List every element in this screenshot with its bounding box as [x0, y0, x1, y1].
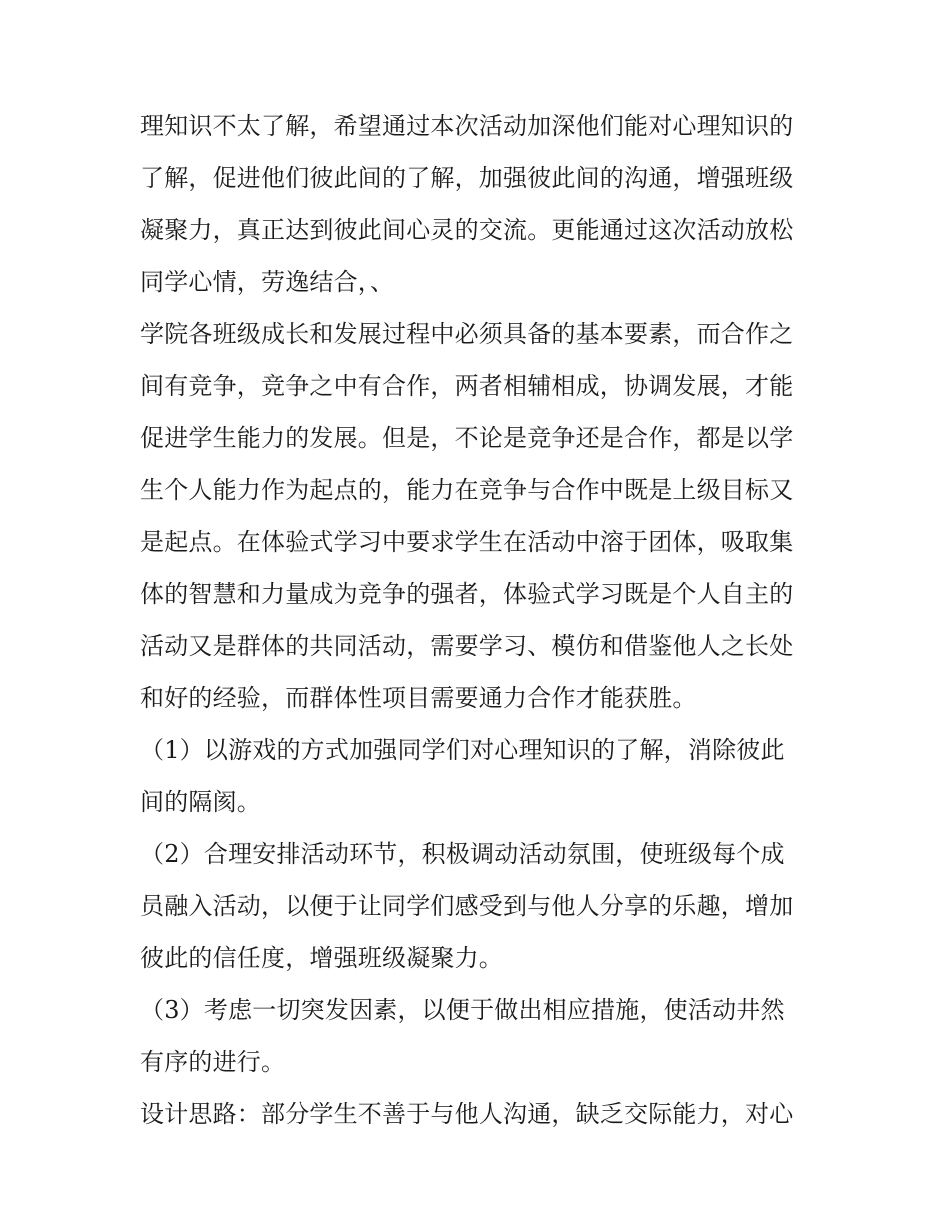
paragraph-line: 学院各班级成长和发展过程中必须具备的基本要素，而合作之	[140, 320, 794, 348]
list-item-line: （1）以游戏的方式加强同学们对心理知识的了解，消除彼此	[140, 736, 785, 764]
paragraph-line: 了解，促进他们彼此间的了解，加强彼此间的沟通，增强班级	[140, 164, 794, 192]
paragraph-line: 设计思路：部分学生不善于与他人沟通，缺乏交际能力，对心	[140, 1100, 794, 1128]
list-item-line: 间的隔阂。	[140, 788, 261, 816]
paragraph-line: 体的智慧和力量成为竞争的强者，体验式学习既是个人自主的	[140, 580, 794, 608]
paragraph-line: 理知识不太了解，希望通过本次活动加深他们能对心理知识的	[140, 112, 794, 140]
paragraph-line: 促进学生能力的发展。但是，不论是竞争还是合作，都是以学	[140, 424, 794, 452]
paragraph-line: 是起点。在体验式学习中要求学生在活动中溶于团体，吸取集	[140, 528, 794, 556]
paragraph-line: 间有竞争，竞争之中有合作，两者相辅相成，协调发展，才能	[140, 372, 794, 400]
paragraph-line: 生个人能力作为起点的，能力在竞争与合作中既是上级目标又	[140, 476, 794, 504]
paragraph-line: 同学心情，劳逸结合，、	[140, 268, 395, 296]
list-item-line: 员融入活动，以便于让同学们感受到与他人分享的乐趣，增加	[140, 892, 794, 920]
paragraph-line: 凝聚力，真正达到彼此间心灵的交流。更能通过这次活动放松	[140, 216, 794, 244]
paragraph-line: 和好的经验，而群体性项目需要通力合作才能获胜。	[140, 684, 697, 712]
list-item-line: 彼此的信任度，增强班级凝聚力。	[140, 944, 503, 972]
list-item-line: 有序的进行。	[140, 1048, 286, 1076]
paragraph-line: 活动又是群体的共同活动，需要学习、模仿和借鉴他人之长处	[140, 632, 794, 660]
list-item-line: （3）考虑一切突发因素，以便于做出相应措施，使活动井然	[140, 996, 785, 1024]
list-item-line: （2）合理安排活动环节，积极调动活动氛围，使班级每个成	[140, 840, 785, 868]
